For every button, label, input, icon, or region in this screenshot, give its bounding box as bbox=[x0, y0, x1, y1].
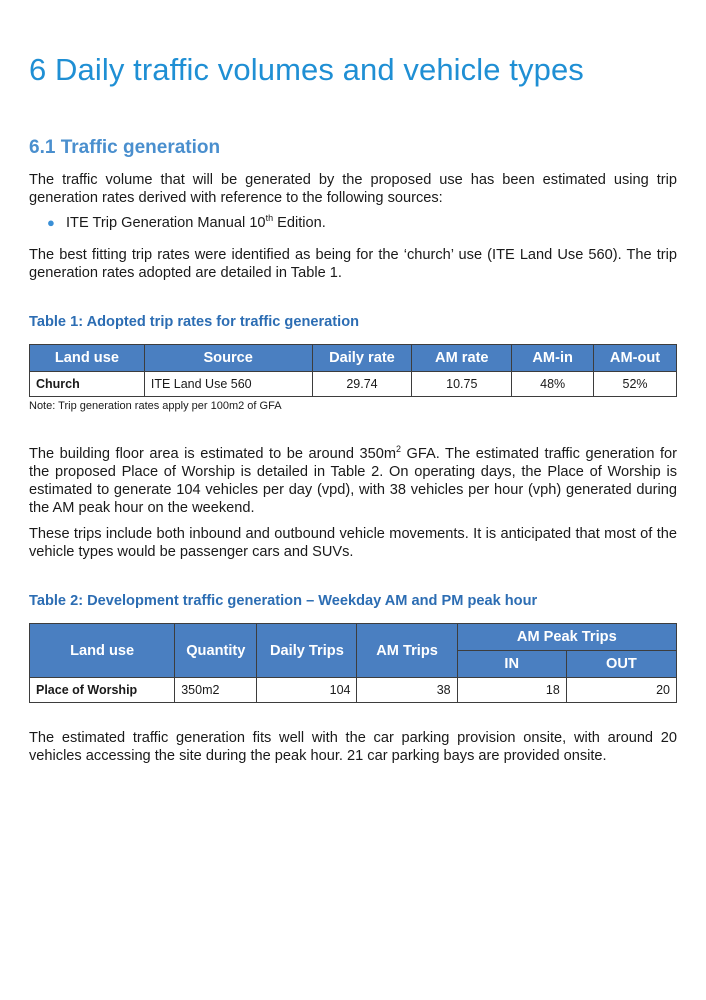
table-cell: Place of Worship bbox=[30, 678, 175, 703]
intro-paragraph: The traffic volume that will be generated by the proposed use has been estimated using trip generation rates derived with reference to the following sources: bbox=[29, 172, 677, 206]
table1-note: Note: Trip generation rates apply per 100m2 of GFA bbox=[29, 400, 282, 412]
table-header: AM Trips bbox=[357, 624, 457, 678]
table-cell: 29.74 bbox=[312, 372, 412, 397]
bullet-dot-icon: ● bbox=[47, 215, 55, 230]
table-header: AM rate bbox=[412, 345, 512, 372]
subsection-heading: 6.1 Traffic generation bbox=[29, 137, 221, 158]
table-cell: 20 bbox=[566, 678, 676, 703]
table-cell: 52% bbox=[594, 372, 677, 397]
table2-caption: Table 2: Development traffic generation – Weekday AM and PM peak hour bbox=[29, 593, 538, 609]
trips-paragraph: These trips include both inbound and outbound vehicle movements. It is anticipated that most of the vehicle types would be passenger cars and SUVs. bbox=[29, 526, 677, 560]
table-header-row bbox=[30, 624, 677, 651]
table-cell: ITE Land Use 560 bbox=[144, 372, 312, 397]
development-traffic-table bbox=[29, 623, 677, 703]
table-cell: 18 bbox=[457, 678, 566, 703]
table-header: Source bbox=[144, 345, 312, 372]
floor-area-paragraph: The building floor area is estimated to be around $350m^2$ GFA. The estimated traffic generation for the proposed Place of Worship is detailed in Table 2. On operating days, the Place of Worship is estimated to generate 104 vehicles per day (vpd), with 38 vehicles per hour (vph) generated during the AM peak hour on the weekend. bbox=[29, 444, 677, 516]
conclusion-paragraph: The estimated traffic generation fits well with the car parking provision onsite, with around 20 vehicles accessing the site during the peak hour. 21 car parking bays are provided onsite. bbox=[29, 730, 677, 764]
bullet-text: ITE Trip Generation Manual 10th Edition. bbox=[66, 213, 326, 231]
table-header: Land use bbox=[30, 624, 175, 678]
table-cell: 104 bbox=[257, 678, 357, 703]
section-heading: 6 Daily traffic volumes and vehicle types bbox=[29, 52, 584, 87]
table-header: AM Peak Trips bbox=[457, 624, 676, 651]
table-header-row bbox=[30, 345, 677, 372]
best-fit-paragraph: The best fitting trip rates were identified as being for the ‘church’ use (ITE Land Use 560). The trip generation rates adopted are detailed in Table 1. bbox=[29, 247, 677, 281]
table-subheader: OUT bbox=[566, 651, 676, 678]
table-cell: 48% bbox=[512, 372, 594, 397]
table-header: Quantity bbox=[175, 624, 257, 678]
table-cell: Church bbox=[30, 372, 145, 397]
table-subheader: IN bbox=[457, 651, 566, 678]
adopted-trip-rates-table bbox=[29, 344, 677, 397]
table1-caption: Table 1: Adopted trip rates for traffic generation bbox=[29, 314, 360, 330]
table-header: Land use bbox=[30, 345, 145, 372]
table-header: AM-out bbox=[594, 345, 677, 372]
table-cell: 350m2 bbox=[175, 678, 257, 703]
table-header: Daily Trips bbox=[257, 624, 357, 678]
table-cell: 10.75 bbox=[412, 372, 512, 397]
table-header: AM-in bbox=[512, 345, 594, 372]
table-row bbox=[30, 372, 677, 397]
table-header: Daily rate bbox=[312, 345, 412, 372]
table-row bbox=[30, 678, 677, 703]
table-cell: 38 bbox=[357, 678, 457, 703]
